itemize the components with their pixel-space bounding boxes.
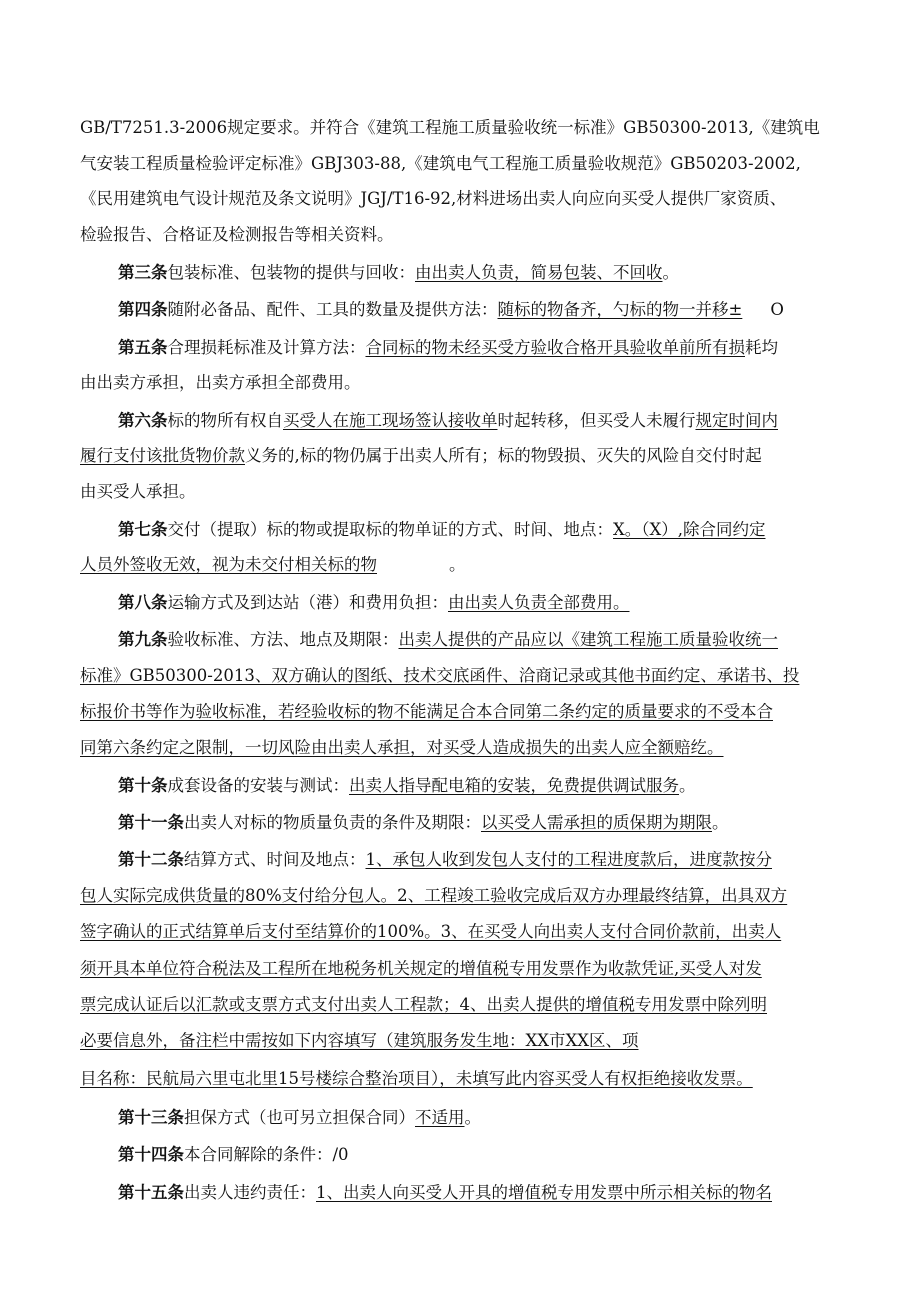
article-label: 第五条 [118, 338, 168, 357]
article-12-cont: 包人实际完成供货量的80%支付给分包人。2、工程竣工验收完成后双方办理最终结算，出具双方 [80, 886, 788, 905]
article-filled-value: 出卖人指导配电箱的安装，免费提供调试服务 [349, 776, 679, 795]
article-text: 义务的,标的物仍属于出卖人所有；标的物毁损、灭失的风险自交付时起 [245, 446, 762, 465]
article-label: 第十一条 [118, 813, 184, 832]
article-text: 出卖人违约责任： [184, 1183, 316, 1202]
article-15 [118, 1181, 772, 1205]
article-text: 验收标准、方法、地点及期限： [167, 630, 399, 649]
article-filled-value: 买受人在施工现场签认接收单 [283, 411, 498, 430]
article-12 [118, 848, 772, 872]
article-6-cont [80, 444, 762, 468]
article-4 [118, 298, 784, 322]
article-6-cont: 由买受人承担。 [80, 482, 196, 501]
article-text: 。 [712, 813, 729, 832]
article-9 [118, 628, 778, 652]
article-6 [118, 409, 778, 433]
article-text: 时起转移，但买受人未履行 [497, 411, 696, 430]
article-filled-value: 随标的物备齐，勺标的物一并移± [497, 300, 743, 319]
article-text: O [770, 300, 784, 319]
article-9-cont: 标报价书等作为验收标准，若经验收标的物不能满足合本合同第二条约定的质量要求的不受本合 [80, 702, 773, 721]
article-label: 第八条 [118, 593, 168, 612]
article-8 [118, 591, 630, 615]
article-text: 标的物所有权自 [167, 411, 283, 430]
article-label: 第十五条 [118, 1183, 184, 1202]
article-text: 合理损耗标准及计算方法： [167, 338, 366, 357]
article-text: 。 [679, 776, 696, 795]
article-5-cont: 由出卖方承担，出卖方承担全部费用。 [80, 373, 361, 392]
article-9-cont: 同第六条约定之限制，一切风险由出卖人承担，对买受人造成损失的出卖人应全额赔纥。 [80, 738, 724, 757]
article-label: 第四条 [118, 300, 168, 319]
article-9-cont: 标准》GB50300-2013、双方确认的图纸、技术交底函件、洽商记录或其他书面约定、承诺书、投 [80, 666, 800, 685]
article-7-cont [80, 553, 466, 577]
article-text: 出卖人对标的物质量负责的条件及期限： [184, 813, 481, 832]
body-line: 《民用建筑电气设计规范及条文说明》JGJ/T16-92,材料进场出卖人向应向买受人提供厂家资质、 [80, 189, 787, 208]
article-label: 第七条 [118, 520, 168, 539]
article-filled-value: 由出卖人负责全部费用。 [448, 593, 630, 612]
article-text: 担保方式（也可另立担保合同） [184, 1108, 415, 1127]
article-10 [118, 774, 696, 798]
article-label: 第十三条 [118, 1108, 184, 1127]
article-label: 第三条 [118, 263, 168, 282]
article-text: 。 [662, 263, 679, 282]
article-text: 包装标准、包装物的提供与回收： [167, 263, 415, 282]
article-filled-value: X。（X）,除合同约定 [613, 520, 766, 539]
article-label: 第九条 [118, 630, 168, 649]
article-3 [118, 261, 679, 285]
article-filled-value: 由出卖人负责，简易包装、不回收 [415, 263, 663, 282]
article-14 [118, 1143, 349, 1167]
article-text: 成套设备的安装与测试： [167, 776, 349, 795]
article-filled-value: 人员外签收无效，视为未交付相关标的物 [80, 555, 377, 574]
article-13 [118, 1106, 481, 1130]
body-line: 检验报告、合格证及检测报告等相关资料。 [80, 225, 394, 244]
article-12-cont: 必要信息外，备注栏中需按如下内容填写（建筑服务发生地：XX市XX区、项 [80, 1031, 639, 1050]
article-filled-value: 出卖人提供的产品应以《建筑工程施工质量验收统一 [398, 630, 778, 649]
article-12-cont: 票完成认证后以汇款或支票方式支付出卖人工程款；4、出卖人提供的增值税专用发票中除列明 [80, 995, 767, 1014]
article-filled-value: 合同标的物未经买受方验收合格开具验收单前所有损 [365, 338, 745, 357]
article-filled-value: 不适用 [415, 1108, 465, 1127]
article-filled-value: 规定时间内 [695, 411, 778, 430]
article-text: 结算方式、时间及地点： [184, 850, 366, 869]
article-text: 。 [449, 555, 466, 574]
article-text: 交付（提取）标的物或提取标的物单证的方式、时间、地点： [167, 520, 613, 539]
body-line: 气安装工程质量检验评定标准》GBJ303-88,《建筑电气工程施工质量验收规范》GB50203-2002, [80, 154, 801, 173]
article-label: 第十条 [118, 776, 168, 795]
article-text: 。 [464, 1108, 481, 1127]
article-filled-value: 1、出卖人向买受人开具的增值税专用发票中所示相关标的物名 [316, 1183, 772, 1202]
article-text: 随附必备品、配件、工具的数量及提供方法： [167, 300, 498, 319]
article-filled-value: 履行支付该批货物价款 [80, 446, 245, 465]
article-label: 第六条 [118, 411, 168, 430]
article-5 [118, 336, 778, 360]
article-12-cont: 签字确认的正式结算单后支付至结算价的100%。3、在买受人向出卖人支付合同价款前，出卖人 [80, 922, 782, 941]
article-7 [118, 518, 766, 542]
article-filled-value: 以买受人需承担的质保期为期限 [481, 813, 712, 832]
article-label: 第十二条 [118, 850, 184, 869]
article-text: 本合同解除的条件：/0 [184, 1145, 349, 1164]
article-12-cont: 须开具本单位符合税法及工程所在地税务机关规定的增值税专用发票作为收款凭证,买受人对发 [80, 959, 762, 978]
article-12-cont: 目名称：民航局六里屯北里15号楼综合整治项目），未填写此内容买受人有权拒绝接收发票。 [80, 1069, 753, 1088]
article-text: 耗均 [745, 338, 778, 357]
article-label: 第十四条 [118, 1145, 184, 1164]
body-line: GB/T7251.3-2006规定要求。并符合《建筑工程施工质量验收统一标准》GB50300-2013,《建筑电 [80, 118, 820, 137]
article-text: 运输方式及到达站（港）和费用负担： [167, 593, 448, 612]
article-11 [118, 811, 729, 835]
article-filled-value: 1、承包人收到发包人支付的工程进度款后，进度款按分 [365, 850, 772, 869]
